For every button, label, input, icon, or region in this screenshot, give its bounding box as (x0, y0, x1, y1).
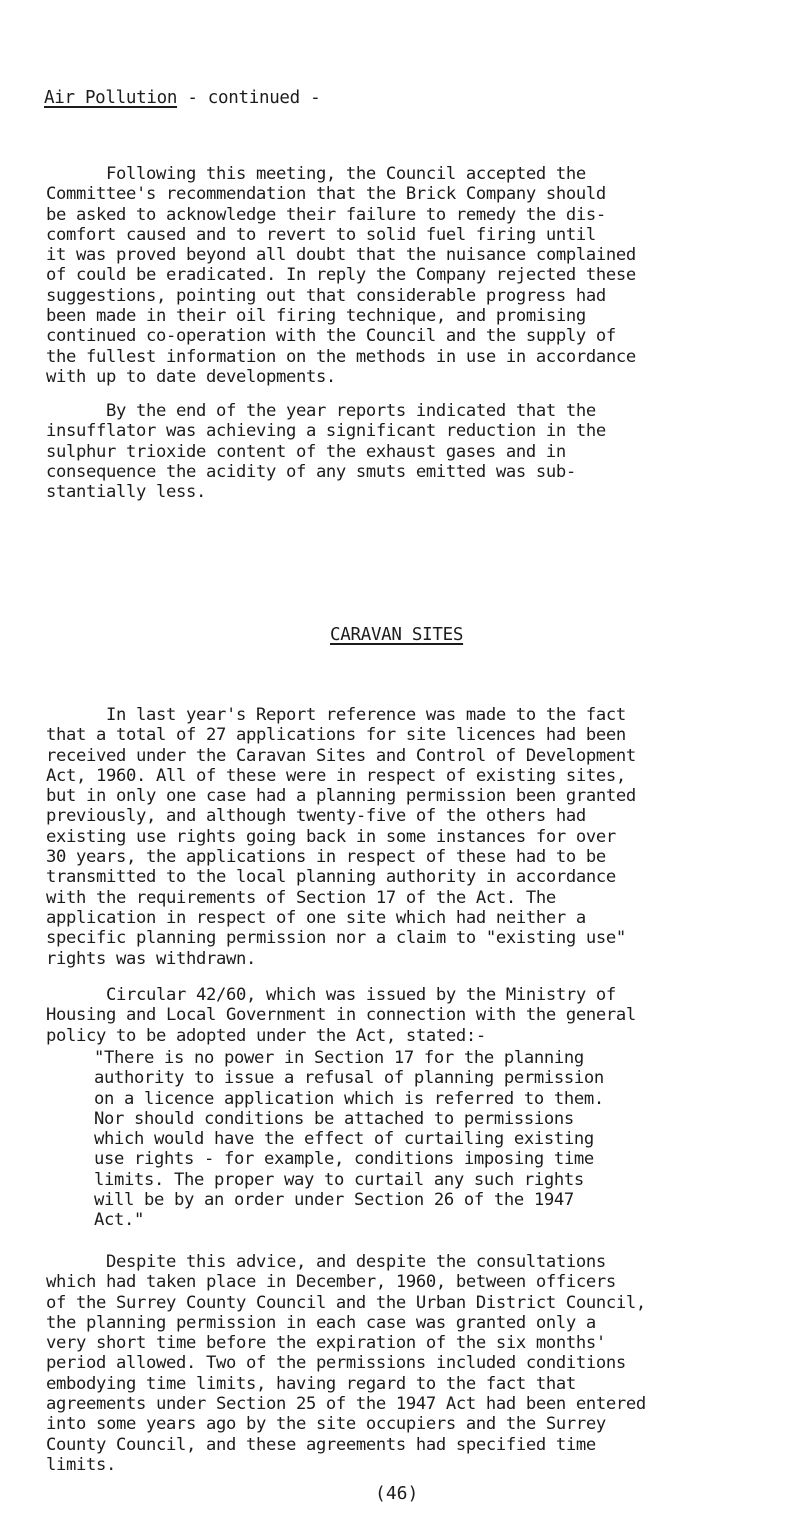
paragraph-insufflator: By the end of the year reports indicated that the insufflator was achieving a significant reduction in the sulphur trioxide content of the exhaust gases and in consequence the acidity of any smuts emitted was sub- stantially less. (46, 401, 606, 503)
page-number: (46) (375, 1483, 419, 1504)
section-heading-caravan-sites: CARAVAN SITES (330, 625, 464, 645)
running-header (44, 88, 320, 108)
paragraph-circular: Circular 42/60, which was issued by the Ministry of Housing and Local Government in connection with the general policy to be adopted under the Act, stated:- (46, 985, 636, 1046)
paragraph-brick-company: Following this meeting, the Council accepted the Committee's recommendation that the Brick Company should be asked to acknowledge their failure to remedy the dis- comfort caused and to revert to solid fuel firing until it was proved beyond all doubt that the nuisance complained of could be eradicated. In reply the Company rejected these suggestions, pointing out that considerable progress had been made in their oil firing technique, and promising continued co-operation with the Council and the supply of the fullest information on the methods in use in accordance with up to date developments. (46, 164, 636, 387)
paragraph-site-licences: In last year's Report reference was made to the fact that a total of 27 applications for site licences had been received under the Caravan Sites and Control of Development Act, 1960. All of these were in respect of existing sites, but in only one case had a planning permission been granted previously, and although twenty-five of the others had existing use rights going back in some instances for over 30 years, the applications in respect of these had to be transmitted to the local planning authority in accordance with the requirements of Section 17 of the Act. The application in respect of one site which had neither a specific planning permission nor a claim to "existing use" rights was withdrawn. (46, 705, 636, 969)
header-suffix: - continued - (177, 88, 321, 108)
quoted-circular-text: "There is no power in Section 17 for the planning authority to issue a refusal of planning permission on a licence application which is referred to them. Nor should conditions be attached to permissions which would have the effect of curtailing existing use rights - for example, conditions imposing time limits. The proper way to curtail any such rights will be by an order under Section 26 of the 1947 Act." (94, 1048, 604, 1231)
header-title: Air Pollution (44, 88, 178, 108)
paragraph-planning-permission: Despite this advice, and despite the consultations which had taken place in December, 1960, between officers of the Surrey County Council and the Urban District Council, the planning permission in each case was granted only a very short time before the expiration of the six months' period allowed. Two of the permissions included conditions embodying time limits, having regard to the fact that agreements under Section 25 of the 1947 Act had been entered into some years ago by the site occupiers and the Surrey County Council, and these agreements had specified time limits. (46, 1252, 646, 1475)
